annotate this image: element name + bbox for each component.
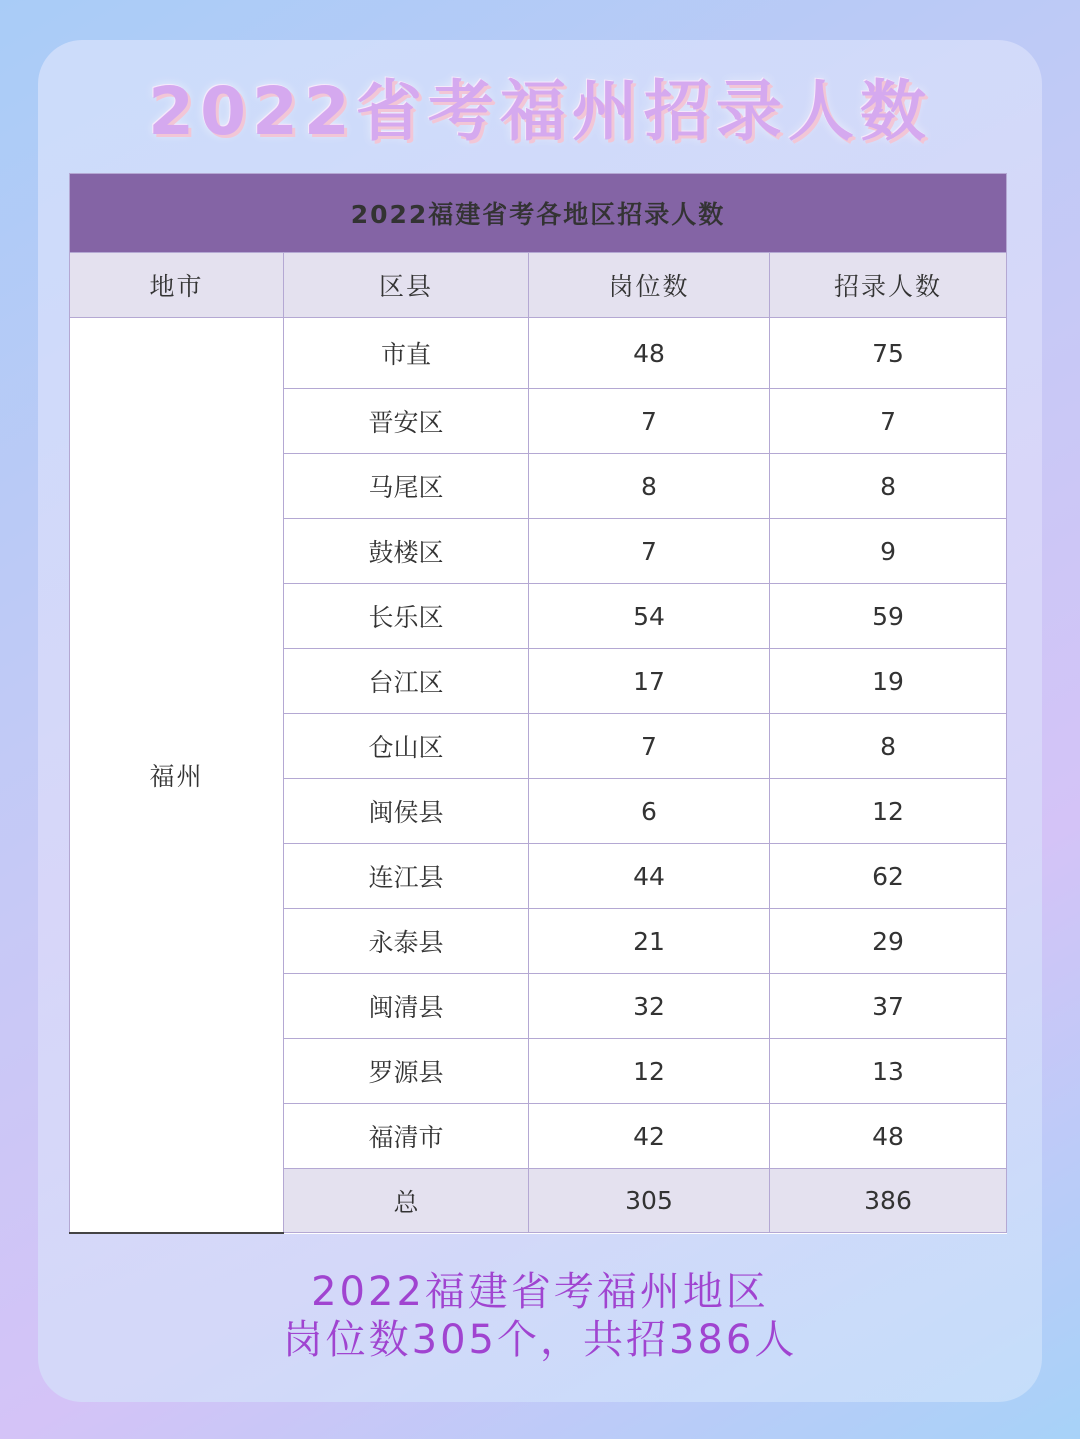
district-cell: 市直 bbox=[284, 318, 529, 389]
total-hires: 386 bbox=[770, 1169, 1007, 1233]
posts-cell: 54 bbox=[529, 584, 770, 649]
posts-cell: 44 bbox=[529, 844, 770, 909]
posts-cell: 42 bbox=[529, 1104, 770, 1169]
hires-cell: 29 bbox=[770, 909, 1007, 974]
column-header-district: 区县 bbox=[284, 253, 529, 318]
hires-cell: 9 bbox=[770, 519, 1007, 584]
hires-cell: 8 bbox=[770, 454, 1007, 519]
district-cell: 福清市 bbox=[284, 1104, 529, 1169]
total-label: 总 bbox=[284, 1169, 529, 1233]
recruitment-table bbox=[69, 173, 1007, 1234]
posts-cell: 7 bbox=[529, 389, 770, 454]
total-posts: 305 bbox=[529, 1169, 770, 1233]
district-cell: 长乐区 bbox=[284, 584, 529, 649]
column-header-city: 地市 bbox=[70, 253, 284, 318]
summary-line-1: 2022福建省考福州地区 bbox=[311, 1269, 769, 1315]
district-cell: 晋安区 bbox=[284, 389, 529, 454]
hires-cell: 13 bbox=[770, 1039, 1007, 1104]
district-cell: 连江县 bbox=[284, 844, 529, 909]
posts-cell: 6 bbox=[529, 779, 770, 844]
hires-cell: 75 bbox=[770, 318, 1007, 389]
hires-cell: 8 bbox=[770, 714, 1007, 779]
table-caption: 2022福建省考各地区招录人数 bbox=[70, 174, 1007, 253]
district-cell: 仓山区 bbox=[284, 714, 529, 779]
posts-cell: 7 bbox=[529, 519, 770, 584]
posts-cell: 8 bbox=[529, 454, 770, 519]
posts-cell: 32 bbox=[529, 974, 770, 1039]
summary-line-2: 岗位数305个，共招386人 bbox=[282, 1317, 798, 1363]
hires-cell: 12 bbox=[770, 779, 1007, 844]
table-caption-row bbox=[70, 174, 1007, 253]
hires-cell: 62 bbox=[770, 844, 1007, 909]
hires-cell: 37 bbox=[770, 974, 1007, 1039]
summary-footer bbox=[0, 1268, 1080, 1364]
column-header-posts: 岗位数 bbox=[529, 253, 770, 318]
district-cell: 闽侯县 bbox=[284, 779, 529, 844]
hires-cell: 59 bbox=[770, 584, 1007, 649]
district-cell: 台江区 bbox=[284, 649, 529, 714]
column-header-hires: 招录人数 bbox=[770, 253, 1007, 318]
district-cell: 马尾区 bbox=[284, 454, 529, 519]
district-cell: 鼓楼区 bbox=[284, 519, 529, 584]
posts-cell: 12 bbox=[529, 1039, 770, 1104]
posts-cell: 48 bbox=[529, 318, 770, 389]
page-title: 2022省考福州招录人数 bbox=[148, 73, 932, 150]
table-header-row bbox=[70, 253, 1007, 318]
posts-cell: 21 bbox=[529, 909, 770, 974]
posts-cell: 17 bbox=[529, 649, 770, 714]
hires-cell: 7 bbox=[770, 389, 1007, 454]
district-cell: 罗源县 bbox=[284, 1039, 529, 1104]
city-cell: 福州 bbox=[70, 318, 284, 1233]
posts-cell: 7 bbox=[529, 714, 770, 779]
table-row bbox=[70, 318, 1007, 389]
district-cell: 闽清县 bbox=[284, 974, 529, 1039]
district-cell: 永泰县 bbox=[284, 909, 529, 974]
hires-cell: 48 bbox=[770, 1104, 1007, 1169]
hires-cell: 19 bbox=[770, 649, 1007, 714]
